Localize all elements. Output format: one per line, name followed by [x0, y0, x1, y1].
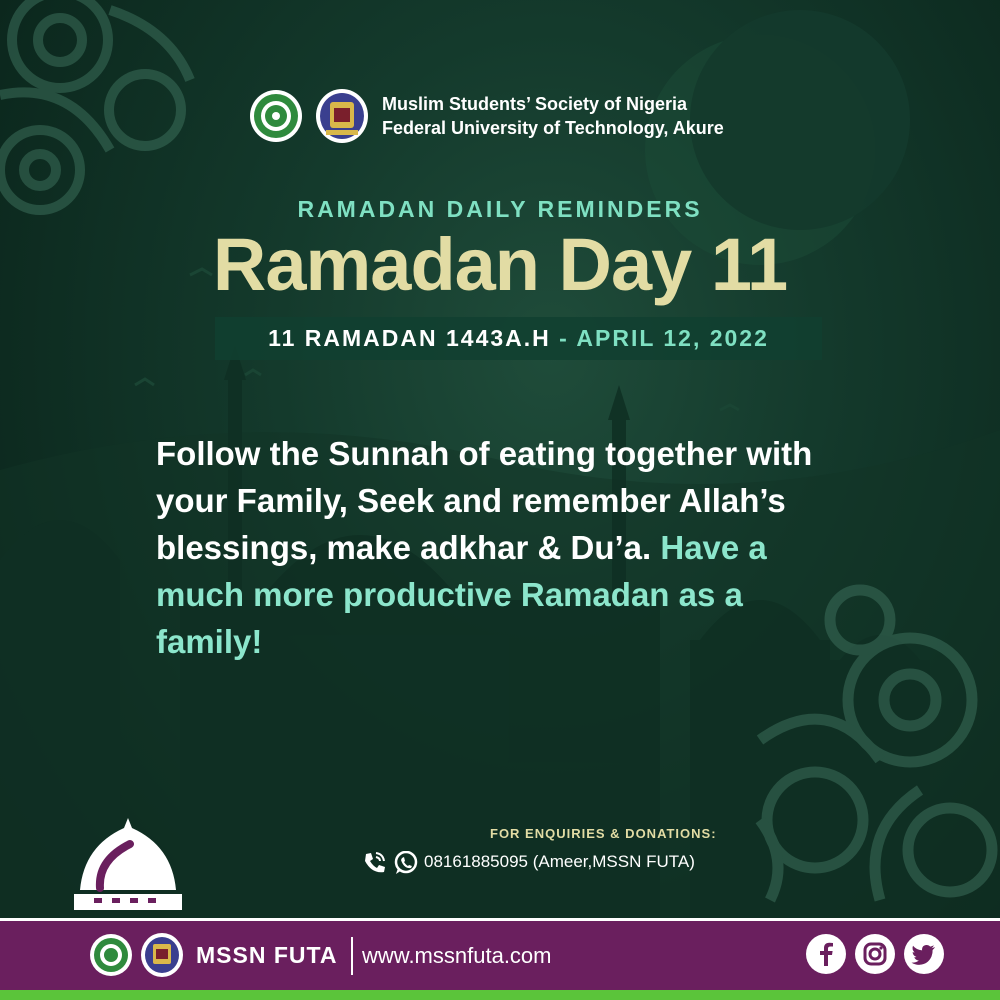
header-logos	[248, 88, 374, 144]
message-main: Follow the Sunnah of eating together with your Family, Seek and remember Allah’s blessings, make adkhar & Du’a.	[156, 435, 813, 566]
day-title: Ramadan Day 11	[212, 223, 788, 306]
facebook-icon[interactable]	[806, 934, 846, 974]
campaign-title: RAMADAN DAILY REMINDERS	[297, 196, 703, 222]
footer-brand: MSSN FUTA	[196, 942, 338, 968]
mssn-logo	[250, 90, 302, 142]
futa-logo	[316, 89, 368, 143]
footer-green-strip	[0, 990, 1000, 1000]
futa-logo	[141, 933, 183, 977]
contact-icons	[362, 851, 420, 875]
date-separator: -	[550, 325, 577, 351]
gregorian-date: APRIL 12, 2022	[576, 325, 769, 351]
phone-icon	[365, 853, 385, 872]
org-name-line2: Federal University of Technology, Akure	[382, 118, 724, 138]
reminder-message	[156, 430, 836, 665]
mosque-dome-icon	[72, 816, 184, 912]
mssn-logo	[90, 934, 132, 976]
enquiries-label: FOR ENQUIRIES & DONATIONS:	[490, 826, 717, 841]
message-highlight: Have a much more productive Ramadan as a family!	[156, 529, 767, 660]
footer-divider	[351, 937, 353, 975]
ornament-top-left	[0, 0, 190, 210]
date-line	[215, 325, 822, 352]
twitter-icon[interactable]	[904, 934, 944, 974]
contact-details[interactable]: 08161885095 (Ameer,MSSN FUTA)	[424, 852, 695, 871]
instagram-icon[interactable]	[855, 934, 895, 974]
footer-logos	[88, 932, 186, 978]
organization-name	[382, 92, 724, 140]
whatsapp-icon	[396, 852, 416, 874]
hijri-date: 11 RAMADAN 1443A.H	[268, 325, 551, 351]
website-link[interactable]: www.mssnfuta.com	[362, 943, 552, 968]
org-name-line1: Muslim Students’ Society of Nigeria	[382, 94, 688, 114]
